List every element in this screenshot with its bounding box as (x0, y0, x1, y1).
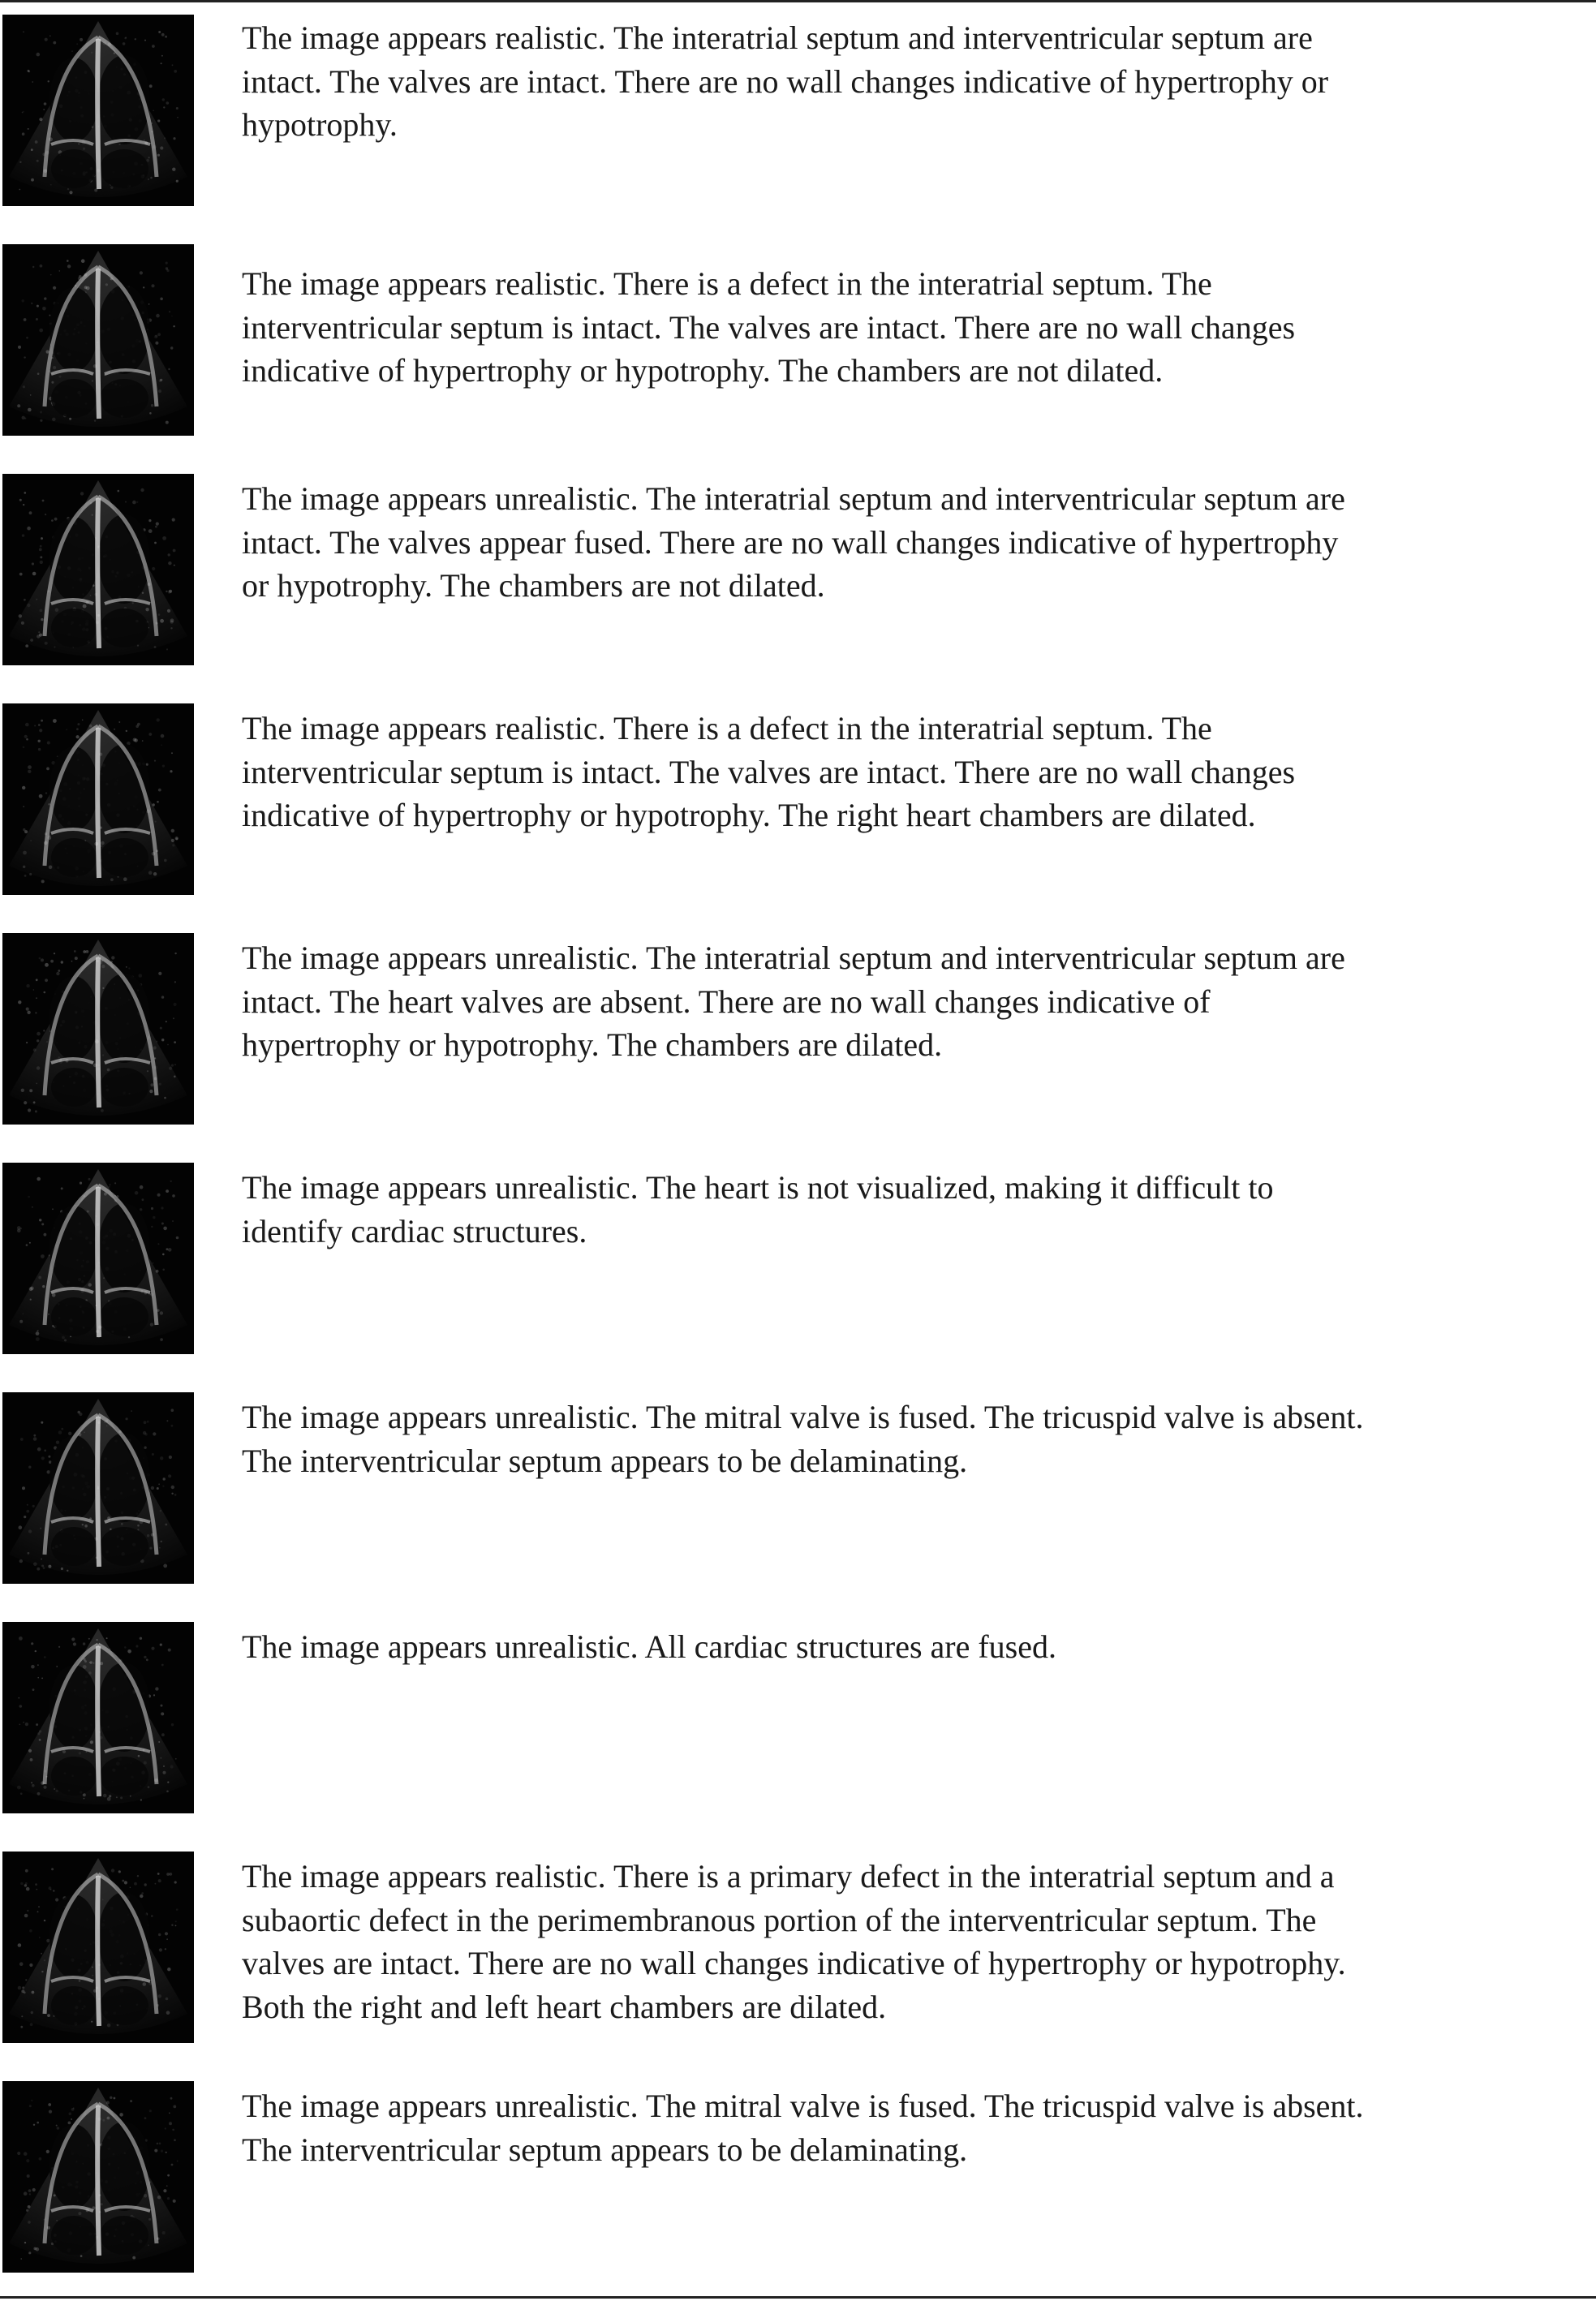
description-line: interventricular septum is intact. The valves are intact. There are no wall changes (242, 308, 1296, 346)
description-line: The interventricular septum appears to be delaminating. (242, 2131, 968, 2168)
table-row (0, 918, 1596, 1148)
description-line: indicative of hypertrophy or hypotrophy. The chambers are not dilated. (242, 352, 1164, 389)
description-line: hypertrophy or hypotrophy. The chambers are dilated. (242, 1026, 943, 1063)
description-line: intact. The valves are intact. There are no wall changes indicative of hypertrophy or (242, 62, 1329, 100)
echocardiogram-image (2, 1622, 194, 1813)
image-description (242, 1625, 1589, 1669)
description-line: interventricular septum is intact. The valves are intact. There are no wall changes (242, 753, 1296, 790)
image-description (242, 16, 1589, 147)
table-row (0, 1607, 1596, 1837)
description-line: The image appears unrealistic. The heart is not visualized, making it difficult to (242, 1169, 1274, 1206)
description-line: The image appears realistic. There is a primary defect in the interatrial septum and a (242, 1858, 1335, 1895)
echocardiogram-image (2, 1163, 194, 1354)
description-line: The interventricular septum appears to be delaminating. (242, 1442, 968, 1479)
image-description (242, 2084, 1589, 2171)
table-row (0, 230, 1596, 459)
description-line: The image appears realistic. There is a defect in the interatrial septum. The (242, 265, 1212, 302)
description-line: or hypotrophy. The chambers are not dilated. (242, 567, 825, 604)
description-line: The image appears realistic. The interatrial septum and interventricular septum are (242, 19, 1313, 56)
description-line: Both the right and left heart chambers are dilated. (242, 1988, 887, 2025)
description-line: The image appears unrealistic. The interatrial septum and interventricular septum are (242, 940, 1345, 976)
echocardiogram-image (2, 474, 194, 665)
echocardiogram-image (2, 244, 194, 436)
image-description (242, 1855, 1589, 2028)
image-description (242, 477, 1589, 608)
echocardiogram-image (2, 1392, 194, 1584)
echocardiogram-image (2, 2081, 194, 2273)
echocardiogram-image (2, 933, 194, 1125)
echocardiogram-image (2, 1852, 194, 2043)
description-line: The image appears realistic. There is a defect in the interatrial septum. The (242, 710, 1212, 746)
table-row (0, 689, 1596, 918)
description-line: subaortic defect in the perimembranous portion of the interventricular septum. The (242, 1901, 1317, 1938)
image-description (242, 1396, 1589, 1482)
image-description (242, 1166, 1589, 1253)
table-row (0, 459, 1596, 689)
table-row (0, 1837, 1596, 2067)
description-line: intact. The heart valves are absent. There are no wall changes indicative of (242, 983, 1211, 1020)
image-description (242, 936, 1589, 1067)
echocardiogram-image (2, 15, 194, 206)
description-line: valves are intact. There are no wall changes indicative of hypertrophy or hypotrophy. (242, 1945, 1346, 1981)
table-row (0, 1148, 1596, 1378)
description-line: The image appears unrealistic. The mitral valve is fused. The tricuspid valve is absent. (242, 2088, 1364, 2124)
image-description (242, 262, 1589, 393)
description-line: identify cardiac structures. (242, 1212, 587, 1249)
echocardiogram-image (2, 703, 194, 895)
table-row (0, 2067, 1596, 2296)
description-line: The image appears unrealistic. The interatrial septum and interventricular septum are (242, 480, 1345, 517)
image-description (242, 707, 1589, 837)
table-row (0, 0, 1596, 230)
table-bottom-rule (0, 2296, 1596, 2299)
description-line: intact. The valves appear fused. There are no wall changes indicative of hypertrophy (242, 523, 1339, 561)
description-line: indicative of hypertrophy or hypotrophy. The right heart chambers are dilated. (242, 797, 1256, 833)
description-line: The image appears unrealistic. The mitral valve is fused. The tricuspid valve is absent. (242, 1399, 1364, 1435)
table-row (0, 1378, 1596, 1607)
description-line: The image appears unrealistic. All cardiac structures are fused. (242, 1628, 1057, 1665)
description-line: hypotrophy. (242, 106, 398, 143)
